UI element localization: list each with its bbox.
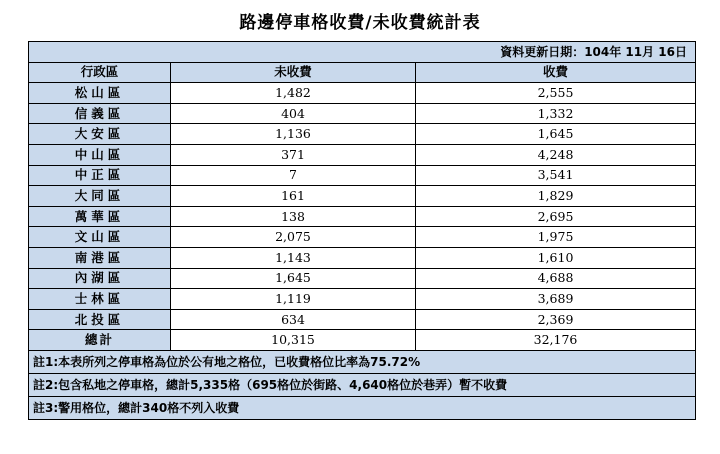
total-paid: 32,176 bbox=[416, 330, 696, 351]
district-name: 文山區 bbox=[29, 227, 171, 248]
unpaid-count: 371 bbox=[171, 144, 416, 165]
district-name: 中正區 bbox=[29, 165, 171, 186]
table-row bbox=[29, 247, 696, 268]
total-label: 總計 bbox=[29, 330, 171, 351]
district-name: 大同區 bbox=[29, 186, 171, 207]
unpaid-count: 7 bbox=[171, 165, 416, 186]
district-name: 南港區 bbox=[29, 247, 171, 268]
district-name: 萬華區 bbox=[29, 206, 171, 227]
table-row bbox=[29, 165, 696, 186]
unpaid-count: 1,136 bbox=[171, 124, 416, 145]
note-row bbox=[29, 373, 696, 396]
note-row bbox=[29, 396, 696, 419]
table-row bbox=[29, 186, 696, 207]
unpaid-count: 138 bbox=[171, 206, 416, 227]
header-paid: 收費 bbox=[416, 62, 696, 83]
paid-count: 2,369 bbox=[416, 309, 696, 330]
district-name: 士林區 bbox=[29, 289, 171, 310]
header-unpaid: 未收費 bbox=[171, 62, 416, 83]
table-row bbox=[29, 124, 696, 145]
district-name: 內湖區 bbox=[29, 268, 171, 289]
district-name: 大安區 bbox=[29, 124, 171, 145]
paid-count: 1,610 bbox=[416, 247, 696, 268]
table-row bbox=[29, 289, 696, 310]
paid-count: 1,645 bbox=[416, 124, 696, 145]
district-name: 中山區 bbox=[29, 144, 171, 165]
note-3: 註3:警用格位，總計340格不列入收費 bbox=[29, 396, 696, 419]
table-row bbox=[29, 309, 696, 330]
total-unpaid: 10,315 bbox=[171, 330, 416, 351]
paid-count: 4,688 bbox=[416, 268, 696, 289]
header-district: 行政區 bbox=[29, 62, 171, 83]
page-title: 路邊停車格收費/未收費統計表 bbox=[239, 13, 481, 33]
unpaid-count: 1,119 bbox=[171, 289, 416, 310]
update-date-row bbox=[29, 42, 696, 63]
paid-count: 1,829 bbox=[416, 186, 696, 207]
table-row bbox=[29, 268, 696, 289]
paid-count: 1,975 bbox=[416, 227, 696, 248]
district-name: 信義區 bbox=[29, 103, 171, 124]
paid-count: 2,555 bbox=[416, 83, 696, 104]
unpaid-count: 1,482 bbox=[171, 83, 416, 104]
unpaid-count: 404 bbox=[171, 103, 416, 124]
total-row bbox=[29, 330, 696, 351]
parking-stats-table bbox=[28, 41, 696, 420]
update-date: 資料更新日期：104年 11月 16日 bbox=[29, 42, 696, 63]
table-row bbox=[29, 144, 696, 165]
note-1: 註1:本表所列之停車格為位於公有地之格位，已收費格位比率為75.72% bbox=[29, 350, 696, 373]
unpaid-count: 634 bbox=[171, 309, 416, 330]
paid-count: 1,332 bbox=[416, 103, 696, 124]
table-row bbox=[29, 227, 696, 248]
paid-count: 2,695 bbox=[416, 206, 696, 227]
district-name: 北投區 bbox=[29, 309, 171, 330]
unpaid-count: 2,075 bbox=[171, 227, 416, 248]
paid-count: 4,248 bbox=[416, 144, 696, 165]
unpaid-count: 1,645 bbox=[171, 268, 416, 289]
table-row bbox=[29, 83, 696, 104]
header-row bbox=[29, 62, 696, 83]
paid-count: 3,541 bbox=[416, 165, 696, 186]
table-row bbox=[29, 103, 696, 124]
unpaid-count: 1,143 bbox=[171, 247, 416, 268]
table-row bbox=[29, 206, 696, 227]
paid-count: 3,689 bbox=[416, 289, 696, 310]
note-row bbox=[29, 350, 696, 373]
district-name: 松山區 bbox=[29, 83, 171, 104]
unpaid-count: 161 bbox=[171, 186, 416, 207]
note-2: 註2:包含私地之停車格，總計5,335格（695格位於街路、4,640格位於巷弄）暫不收費 bbox=[29, 373, 696, 396]
